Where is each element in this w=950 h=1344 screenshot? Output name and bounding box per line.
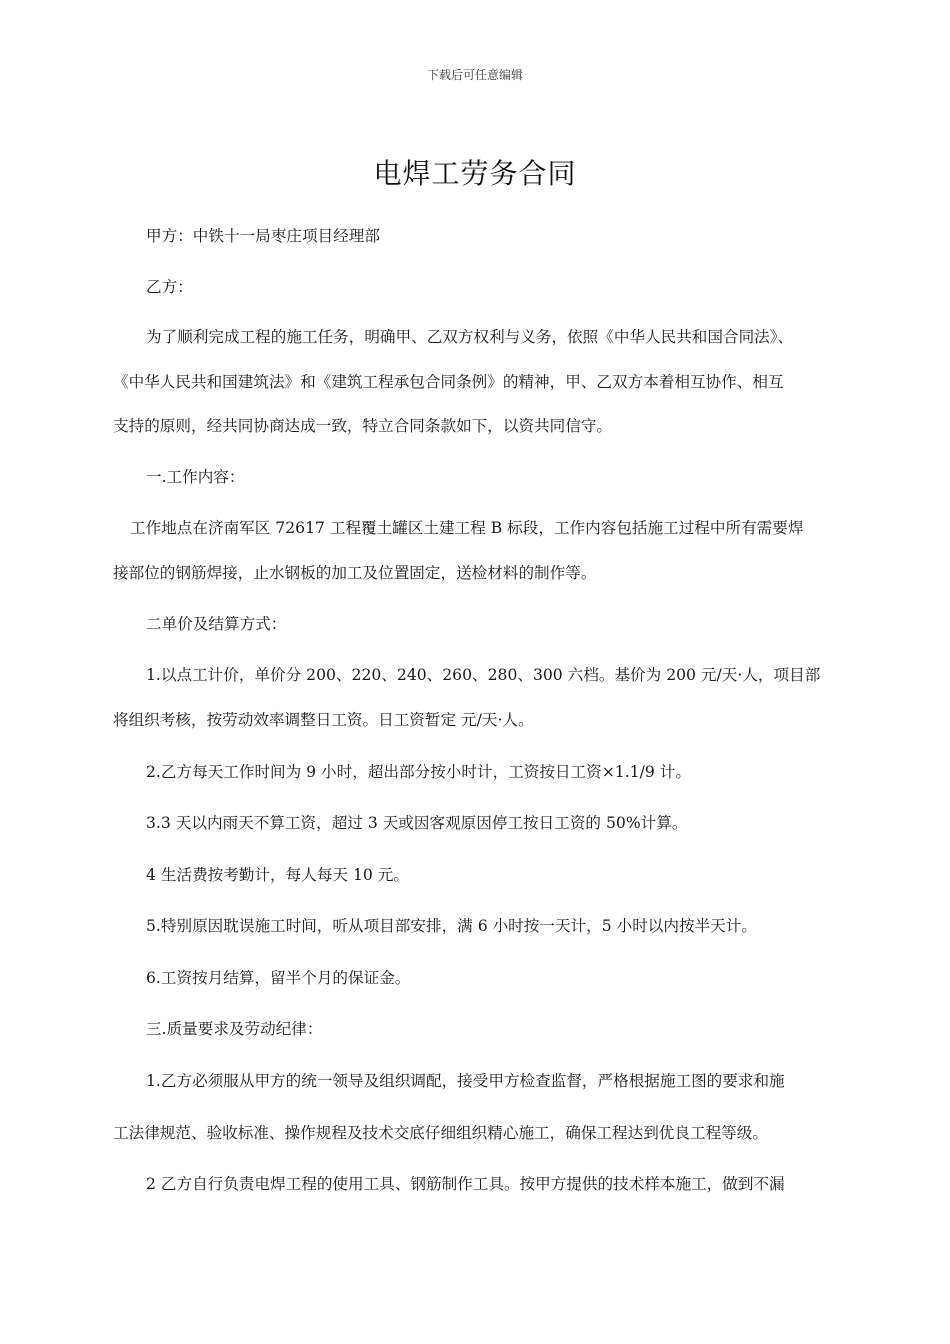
clause-2-1-line-1: 1.以点工计价，单价分 200、220、240、260、280、300 六档。基价为 200 元/天·人，项目部 [146, 666, 821, 684]
clause-2-4: 4 生活费按考勤计，每人每天 10 元。 [146, 866, 409, 884]
preamble-line-1: 为了顺利完成工程的施工任务，明确甲、乙双方权利与义务，依照《中华人民共和国合同法》、 [146, 328, 794, 346]
preamble-line-3: 支持的原则，经共同协商达成一致，特立合同条款如下，以资共同信守。 [113, 417, 613, 435]
party-a-line: 甲方：中铁十一局枣庄项目经理部 [146, 227, 380, 245]
clause-2-5: 5.特别原因耽误施工时间，听从项目部安排，满 6 小时按一天计，5 小时以内按半天计。 [146, 917, 757, 935]
document-title: 电焊工劳务合同 [373, 157, 577, 190]
section-heading-2: 二单价及结算方式： [146, 615, 287, 633]
clause-2-3: 3.3 天以内雨天不算工资，超过 3 天或因客观原因停工按日工资的 50%计算。 [146, 814, 688, 832]
preamble-line-2: 《中华人民共和国建筑法》和《建筑工程承包合同条例》的精神，甲、乙双方本着相互协作、相互 [113, 373, 784, 391]
work-content-line-1: 工作地点在济南军区 72617 工程覆土罐区土建工程 B 标段，工作内容包括施工过程中所有需要焊 [130, 519, 804, 537]
clause-2-6: 6.工资按月结算，留半个月的保证金。 [146, 969, 411, 987]
work-content-line-2: 接部位的钢筋焊接，止水钢板的加工及位置固定，送检材料的制作等。 [113, 564, 597, 582]
party-b-line: 乙方： [146, 278, 193, 296]
clause-2-1-line-2: 将组织考核，按劳动效率调整日工资。日工资暂定 元/天·人。 [113, 711, 534, 729]
clause-3-1-line-2: 工法律规范、验收标准、操作规程及技术交底仔细组织精心施工，确保工程达到优良工程等级。 [113, 1124, 768, 1142]
clause-3-1-line-1: 1.乙方必须服从甲方的统一领导及组织调配，接受甲方检查监督，严格根据施工图的要求和施 [146, 1072, 785, 1090]
section-heading-3: 三.质量要求及劳动纪律： [146, 1020, 323, 1038]
header-note: 下载后可任意编辑 [426, 68, 523, 82]
clause-2-2: 2.乙方每天工作时间为 9 小时，超出部分按小时计，工资按日工资×1.1/9 计。 [146, 763, 691, 781]
clause-3-2-line-1: 2 乙方自行负责电焊工程的使用工具、钢筋制作工具。按甲方提供的技术样本施工，做到不漏 [146, 1175, 785, 1193]
section-heading-1: 一.工作内容： [146, 468, 245, 486]
